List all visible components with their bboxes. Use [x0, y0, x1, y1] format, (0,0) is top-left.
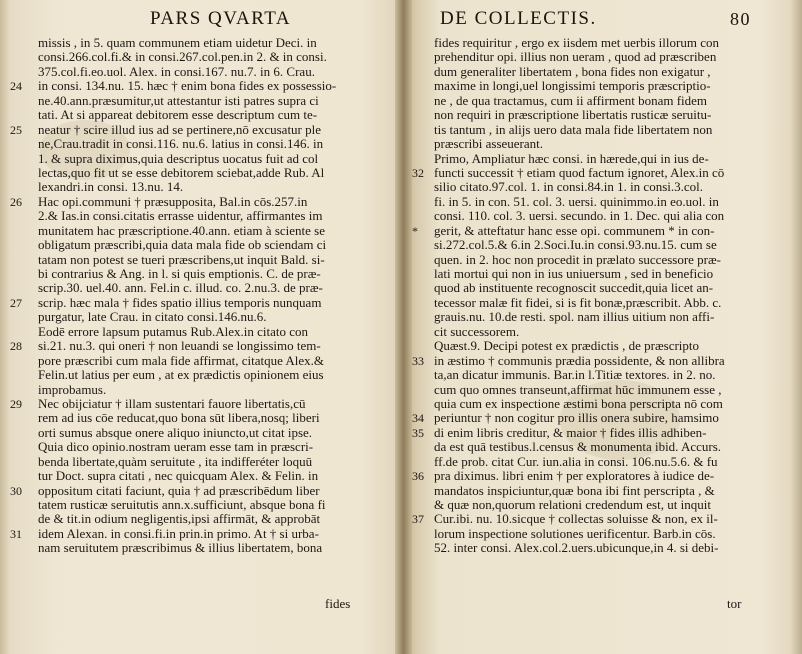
text-line — [412, 527, 797, 541]
line-text: præscribi asseuerant. — [434, 137, 544, 152]
text-line — [412, 94, 797, 108]
line-text: maxime in longi,uel longissimi temporis præscriptio- — [434, 79, 711, 94]
text-line — [10, 440, 395, 454]
line-text: benda libertate,quàm seruitute , ita indifferéter loquū — [38, 454, 313, 469]
line-text: fides requiritur , ergo ex iisdem met uerbis illorum con — [434, 36, 719, 50]
text-line — [412, 137, 797, 151]
line-text: non requiri in præscriptione libertatis rusticæ seruitu- — [434, 108, 712, 123]
text-line — [10, 397, 395, 411]
line-text: nam seruitutem præscribimus & illius libertatem, bona — [38, 541, 323, 556]
margin-number: 27 — [10, 295, 22, 310]
line-text: tecessor malæ fit fidei, si is fit bonæ,præscribit. Abb. c. — [434, 295, 722, 310]
margin-number: 31 — [10, 526, 22, 541]
text-line — [412, 354, 797, 368]
line-text: ne,Crau.tradit in consi.116. nu.6. latius in consi.146. in — [38, 137, 324, 152]
text-line — [412, 166, 797, 180]
line-text: 52. inter consi. Alex.col.2.uers.ubicunque,in 4. si debi- — [434, 541, 719, 556]
line-text: lorum inspectione solutiones uerificentur. Barb.in cōs. — [434, 526, 716, 541]
text-line — [412, 310, 797, 324]
text-line — [10, 180, 395, 194]
text-line — [10, 354, 395, 368]
running-header — [10, 8, 395, 34]
text-line — [412, 195, 797, 209]
text-line — [412, 368, 797, 382]
margin-number: 24 — [10, 79, 22, 94]
line-text: gerit, & atteftatur hanc esse opi. communem * in con- — [434, 223, 715, 238]
line-text: silio citato.97.col. 1. in consi.84.in 1. in consi.3.col. — [434, 180, 704, 195]
text-line — [412, 209, 797, 223]
text-line — [412, 65, 797, 79]
line-text: Quæst.9. Decipi potest ex prædictis , de præscripto — [434, 339, 700, 354]
margin-number: 33 — [412, 353, 424, 368]
margin-number: 26 — [10, 194, 22, 209]
text-line — [10, 469, 395, 483]
text-line — [10, 325, 395, 339]
line-text: ta,an dicatur immunis. Bar.in l.Titiæ textores. in 2. no. — [434, 368, 716, 383]
margin-number: 28 — [10, 339, 22, 354]
text-line — [10, 296, 395, 310]
text-line — [10, 36, 395, 50]
line-text: grauis.nu. 10.de resti. spol. nam illius uitium non affi- — [434, 310, 715, 325]
line-text: dum generaliter libertatem , bona fides non exigatur , — [434, 64, 711, 79]
line-text: tatem rusticæ seruitutis ann.x.sufficiunt, absque bona fi — [38, 498, 326, 512]
line-text: ne , de qua tractamus, cum ii affirment bonam fidem — [434, 93, 708, 108]
text-line — [10, 166, 395, 180]
line-text: fi. in 5. in con. 51. col. 3. uersi. quinimmo.in eo.uol. in — [434, 194, 719, 209]
line-text: lectas,quo fit ut se esse debitorem sciebat,adde Rub. Al — [38, 165, 325, 180]
line-text: scrip.30. uel.40. ann. Fel.in c. illud. co. 2.nu.3. de præ- — [38, 281, 323, 296]
line-text: Hac opi.communi † præsupposita, Bal.in cōs.257.in — [38, 194, 308, 209]
line-text: si.21. nu.3. qui oneri † non leuandi se longissimo tem- — [38, 339, 321, 354]
line-text: & quæ non,quorum relationi credendum est, ut inquit — [434, 498, 711, 512]
left-text-block — [10, 36, 395, 556]
text-line — [412, 455, 797, 469]
text-line — [412, 281, 797, 295]
text-line — [10, 455, 395, 469]
line-text: si.272.col.5.& 6.in 2.Soci.Iu.in consi.93.nu.15. cum se — [434, 238, 717, 253]
right-header-title: DE COLLECTIS. — [440, 8, 597, 29]
margin-number: 34 — [412, 411, 424, 426]
text-line — [10, 123, 395, 137]
line-text: Cur.ibi. nu. 10.sicque † collectas soluisse & non, ex il- — [434, 512, 718, 527]
text-line — [10, 79, 395, 93]
text-line — [10, 411, 395, 425]
text-line — [412, 383, 797, 397]
line-text: bi contrarius & Ang. in l. si quis emptionis. C. de præ- — [38, 267, 321, 281]
line-text: 375.col.fi.eo.uol. Alex. in consi.167. nu.7. in 6. Crau. — [38, 64, 315, 79]
line-text: tati. At si appareat debitorem esse descriptum cum te- — [38, 108, 318, 123]
text-line — [10, 50, 395, 64]
line-text: ne.40.ann.præsumitur,ut attestantur isti patres supra ci — [38, 93, 319, 108]
text-line — [10, 368, 395, 382]
text-line — [10, 238, 395, 252]
margin-number: 25 — [10, 122, 22, 137]
line-text: lexandri.in consi. 13.nu. 14. — [38, 180, 184, 195]
text-line — [412, 325, 797, 339]
margin-number: 37 — [412, 512, 424, 527]
text-line — [10, 541, 395, 555]
catchword: fides — [325, 596, 351, 611]
line-text: 2.& Ias.in consi.citatis errasse uidentur, affirmantes im — [38, 209, 323, 224]
line-text: neatur † scire illud ius ad se pertinere,nō excusatur ple — [38, 122, 322, 137]
line-text: orti sumus absque onere aliquo iniuncto,ut citat ipse. — [38, 425, 313, 440]
text-line — [412, 426, 797, 440]
line-text: purgatur, late Crau. in citato consi.146.nu.6. — [38, 310, 267, 325]
line-text: consi.266.col.fi.& in consi.267.col.pen.in 2. & in consi. — [38, 50, 327, 65]
line-text: prehenditur opi. illius non ueram , quod ad præscriben — [434, 50, 717, 65]
line-text: tur Doct. supra citati , nec quicquam Alex. & Felin. in — [38, 469, 319, 484]
line-text: improbamus. — [38, 382, 107, 397]
line-text: da est quā testibus.l.census & monumenta ibid. Accurs. — [434, 440, 722, 455]
text-line — [10, 484, 395, 498]
line-text: lati mortui qui non in ius uniuersum , sed in beneficio — [434, 267, 714, 281]
text-line — [412, 79, 797, 93]
text-line — [412, 123, 797, 137]
text-line — [412, 253, 797, 267]
page-number: 80 — [730, 9, 751, 29]
line-text: oppositum citati faciunt, quia † ad præscribēdum liber — [38, 483, 320, 498]
text-line — [10, 512, 395, 526]
text-line — [412, 50, 797, 64]
text-line — [412, 339, 797, 353]
text-line — [412, 238, 797, 252]
text-line — [412, 541, 797, 555]
line-text: tatam non potest se tueri præscribens,ut inquit Bald. si- — [38, 252, 325, 267]
line-text: Eodē errore lapsum putamus Rub.Alex.in citato con — [38, 324, 309, 339]
line-text: missis , in 5. quam communem etiam uidetur Deci. in — [38, 36, 317, 50]
line-text: pore præscribi cum mala fide affirmat, citatque Alex.& — [38, 353, 325, 368]
line-text: munitatem hac præscriptione.40.ann. etiam à sciente se — [38, 223, 325, 238]
running-header — [412, 8, 797, 34]
text-line — [10, 152, 395, 166]
text-line — [412, 296, 797, 310]
text-line — [10, 253, 395, 267]
text-line — [412, 152, 797, 166]
text-line — [10, 195, 395, 209]
line-text: ff.de prob. citat Cur. iun.alia in consi. 106.nu.5.6. & fu — [434, 454, 718, 469]
line-text: tis tantum , in alijs uero data mala fide libertatem non — [434, 122, 713, 137]
right-page — [412, 0, 797, 654]
line-text: in æstimo † communis prædia possidente, & non allibra — [434, 353, 725, 368]
margin-number: 35 — [412, 425, 424, 440]
text-line — [10, 281, 395, 295]
line-text: functi successit † etiam quod factum ignoret, Alex.in cō — [434, 165, 725, 180]
line-text: 1. & supra diximus,quia descriptus uocatus fuit ad col — [38, 151, 319, 166]
text-line — [412, 224, 797, 238]
text-line — [412, 498, 797, 512]
line-text: cum quo omnes transeunt,affirmat hūc immunem esse , — [434, 382, 722, 397]
book-gutter — [395, 0, 412, 654]
text-line — [412, 108, 797, 122]
line-text: quia cum ex inspectione æstimi bona perscripta nō com — [434, 396, 723, 411]
text-line — [412, 397, 797, 411]
line-text: pra diximus. libri enim † per exploratores à iudice de- — [434, 469, 715, 484]
text-line — [10, 108, 395, 122]
text-line — [10, 94, 395, 108]
line-text: consi. 110. col. 3. uersi. secundo. in 1. Dec. qui alia con — [434, 209, 725, 224]
text-line — [412, 180, 797, 194]
text-line — [10, 310, 395, 324]
text-line — [412, 484, 797, 498]
text-line — [412, 469, 797, 483]
margin-number: * — [412, 223, 418, 238]
line-text: di enim libris creditur, & maior † fides illis adhiben- — [434, 425, 707, 440]
text-line — [412, 36, 797, 50]
line-text: in consi. 134.nu. 15. hæc † enim bona fides ex possessio- — [38, 79, 337, 94]
line-text: de & tit.in odium negligentis,ipsi affirmāt, & approbāt — [38, 512, 321, 527]
text-line — [10, 267, 395, 281]
text-line — [10, 339, 395, 353]
margin-number: 30 — [10, 483, 22, 498]
margin-number: 32 — [412, 165, 424, 180]
text-line — [10, 65, 395, 79]
margin-number: 36 — [412, 469, 424, 484]
left-page — [10, 0, 395, 654]
line-text: scrip. hæc mala † fides spatio illius temporis nunquam — [38, 295, 322, 310]
line-text: cit successorem. — [434, 324, 520, 339]
text-line — [10, 426, 395, 440]
line-text: obligatum præscribi,quia data mala fide ob sciendam ci — [38, 238, 327, 253]
line-text: mandatos inspiciuntur,quæ bona ibi fint perscripta , & — [434, 483, 715, 498]
line-text: idem Alexan. in consi.fi.in prin.in primo. At † si urba- — [38, 526, 319, 541]
margin-number: 29 — [10, 396, 22, 411]
line-text: Felin.ut latius per eum , at ex prædictis opinionem eius — [38, 368, 324, 383]
line-text: quen. in 2. hoc non procedit in prælato successore præ- — [434, 252, 722, 267]
text-line — [412, 267, 797, 281]
text-line — [10, 383, 395, 397]
text-line — [10, 209, 395, 223]
text-line — [412, 512, 797, 526]
text-line — [10, 527, 395, 541]
text-line — [10, 137, 395, 151]
line-text: periuntur † non cogitur pro illis onera subire, hamsimo — [434, 411, 719, 426]
right-text-block — [412, 36, 797, 556]
text-line — [412, 411, 797, 425]
catchword: tor — [727, 596, 742, 611]
left-header-title: PARS QVARTA — [150, 8, 292, 29]
line-text: Primo, Ampliatur hæc consi. in hærede,qui in ius de- — [434, 151, 709, 166]
text-line — [10, 224, 395, 238]
text-line — [412, 440, 797, 454]
line-text: quod ab instituente recognoscit succedit,quia licet an- — [434, 281, 714, 296]
line-text: Nec obijciatur † illam sustentari fauore libertatis,cū — [38, 396, 306, 411]
text-line — [10, 498, 395, 512]
line-text: rem ad ius cōe reducat,quo bona sūt libera,nosq; liberi — [38, 411, 320, 426]
line-text: Quia dico opinio.nostram ueram esse tam in præscri- — [38, 440, 314, 455]
